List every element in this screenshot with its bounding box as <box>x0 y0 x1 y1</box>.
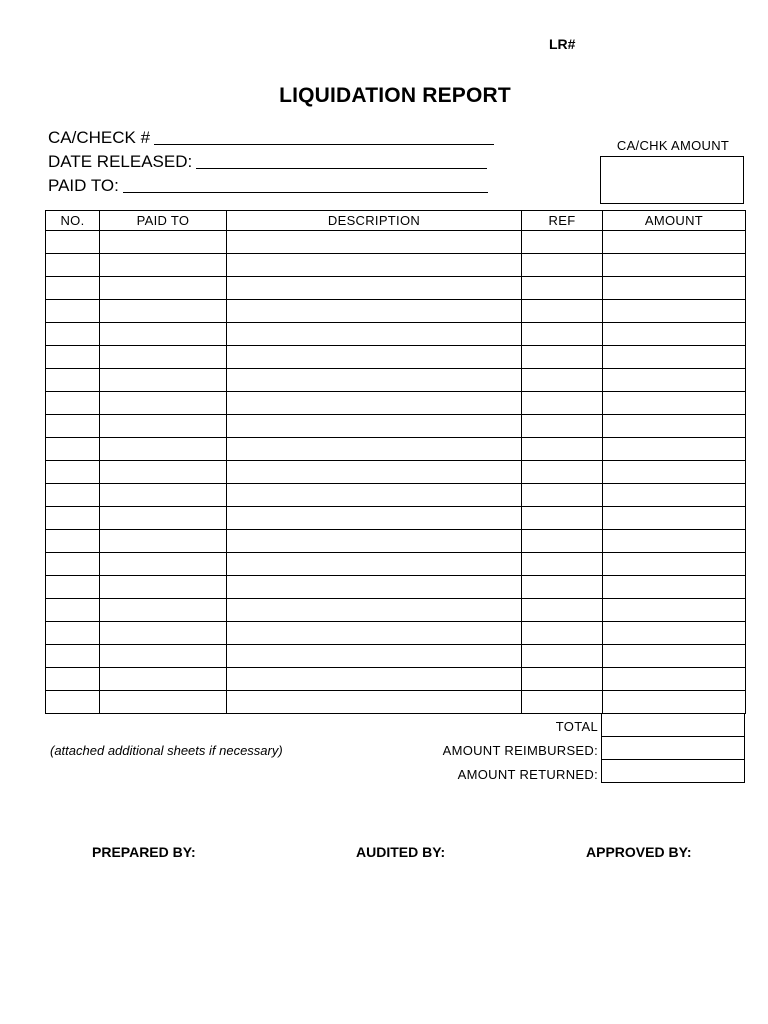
table-row <box>46 254 746 277</box>
cell-no[interactable] <box>46 231 100 254</box>
audited-by-label: AUDITED BY: <box>356 844 446 860</box>
cell-ref[interactable] <box>522 645 603 668</box>
total-cell[interactable] <box>602 714 745 737</box>
cell-paid-to[interactable] <box>100 438 227 461</box>
cell-amount[interactable] <box>603 254 746 277</box>
cell-amount[interactable] <box>603 507 746 530</box>
table-header-row <box>46 211 746 231</box>
cell-amount[interactable] <box>603 231 746 254</box>
cell-amount[interactable] <box>603 576 746 599</box>
ca-check-field[interactable] <box>48 128 494 148</box>
cell-paid-to[interactable] <box>100 277 227 300</box>
cell-ref[interactable] <box>522 553 603 576</box>
cell-paid-to[interactable] <box>100 461 227 484</box>
cell-amount[interactable] <box>603 645 746 668</box>
cell-paid-to[interactable] <box>100 691 227 714</box>
cell-ref[interactable] <box>522 576 603 599</box>
cell-amount[interactable] <box>603 392 746 415</box>
page-title: LIQUIDATION REPORT <box>279 84 511 107</box>
cell-paid-to[interactable] <box>100 300 227 323</box>
cell-no[interactable] <box>46 622 100 645</box>
cell-no[interactable] <box>46 691 100 714</box>
amount-returned-label: AMOUNT RETURNED: <box>457 767 598 782</box>
cell-description[interactable] <box>227 392 522 415</box>
cell-description[interactable] <box>227 507 522 530</box>
cell-no[interactable] <box>46 484 100 507</box>
cell-ref[interactable] <box>522 369 603 392</box>
cell-description[interactable] <box>227 231 522 254</box>
cell-no[interactable] <box>46 254 100 277</box>
table-row <box>46 346 746 369</box>
cell-no[interactable] <box>46 668 100 691</box>
table-row <box>46 300 746 323</box>
cell-amount[interactable] <box>603 599 746 622</box>
ca-chk-amount-box[interactable] <box>600 156 744 204</box>
table-row <box>46 438 746 461</box>
prepared-by-label: PREPARED BY: <box>92 844 196 860</box>
cell-no[interactable] <box>46 438 100 461</box>
cell-paid-to[interactable] <box>100 484 227 507</box>
lr-number-label: LR# <box>549 36 576 52</box>
cell-description[interactable] <box>227 254 522 277</box>
cell-paid-to[interactable] <box>100 530 227 553</box>
paid-to-label: PAID TO: <box>48 176 119 195</box>
date-released-label: DATE RELEASED: <box>48 152 193 171</box>
cell-no[interactable] <box>46 415 100 438</box>
cell-amount[interactable] <box>603 300 746 323</box>
cell-description[interactable] <box>227 530 522 553</box>
cell-ref[interactable] <box>522 599 603 622</box>
cell-ref[interactable] <box>522 415 603 438</box>
approved-by-label: APPROVED BY: <box>586 844 692 860</box>
cell-paid-to[interactable] <box>100 254 227 277</box>
total-label: TOTAL <box>555 719 598 734</box>
cell-amount[interactable] <box>603 530 746 553</box>
cell-amount[interactable] <box>603 369 746 392</box>
cell-paid-to[interactable] <box>100 645 227 668</box>
table-row <box>46 576 746 599</box>
cell-ref[interactable] <box>522 346 603 369</box>
table-row <box>46 622 746 645</box>
cell-paid-to[interactable] <box>100 415 227 438</box>
cell-ref[interactable] <box>522 438 603 461</box>
table-row <box>46 691 746 714</box>
cell-no[interactable] <box>46 369 100 392</box>
cell-no[interactable] <box>46 599 100 622</box>
amount-returned-cell[interactable] <box>602 760 745 783</box>
cell-description[interactable] <box>227 277 522 300</box>
table-row <box>46 668 746 691</box>
cell-paid-to[interactable] <box>100 622 227 645</box>
cell-description[interactable] <box>227 576 522 599</box>
table-row <box>46 507 746 530</box>
cell-amount[interactable] <box>603 277 746 300</box>
cell-description[interactable] <box>227 415 522 438</box>
column-header-ref: REF <box>522 211 603 231</box>
table-row <box>46 599 746 622</box>
cell-amount[interactable] <box>603 415 746 438</box>
cell-amount[interactable] <box>603 668 746 691</box>
cell-description[interactable] <box>227 668 522 691</box>
cell-description[interactable] <box>227 300 522 323</box>
amount-reimbursed-cell[interactable] <box>602 737 745 760</box>
cell-description[interactable] <box>227 484 522 507</box>
table-row <box>46 645 746 668</box>
cell-paid-to[interactable] <box>100 599 227 622</box>
cell-ref[interactable] <box>522 691 603 714</box>
cell-no[interactable] <box>46 323 100 346</box>
cell-no[interactable] <box>46 576 100 599</box>
column-header-amount: AMOUNT <box>603 211 746 231</box>
cell-ref[interactable] <box>522 507 603 530</box>
table-row <box>46 392 746 415</box>
cell-no[interactable] <box>46 553 100 576</box>
table-row <box>46 461 746 484</box>
cell-ref[interactable] <box>522 277 603 300</box>
column-header-paid-to: PAID TO <box>100 211 227 231</box>
totals-table <box>601 713 745 783</box>
cell-ref[interactable] <box>522 530 603 553</box>
table-row <box>46 484 746 507</box>
cell-amount[interactable] <box>603 484 746 507</box>
cell-paid-to[interactable] <box>100 231 227 254</box>
table-row <box>46 323 746 346</box>
cell-paid-to[interactable] <box>100 346 227 369</box>
cell-description[interactable] <box>227 346 522 369</box>
ca-check-label: CA/CHECK # <box>48 128 151 147</box>
cell-paid-to[interactable] <box>100 507 227 530</box>
cell-paid-to[interactable] <box>100 668 227 691</box>
ca-check-input-line[interactable] <box>154 143 494 145</box>
cell-no[interactable] <box>46 530 100 553</box>
cell-ref[interactable] <box>522 461 603 484</box>
cell-description[interactable] <box>227 645 522 668</box>
date-released-field[interactable] <box>48 152 487 172</box>
cell-description[interactable] <box>227 461 522 484</box>
cell-description[interactable] <box>227 599 522 622</box>
table-row <box>46 369 746 392</box>
cell-amount[interactable] <box>603 438 746 461</box>
amount-reimbursed-label: AMOUNT REIMBURSED: <box>442 743 598 758</box>
cell-description[interactable] <box>227 323 522 346</box>
cell-no[interactable] <box>46 392 100 415</box>
cell-paid-to[interactable] <box>100 576 227 599</box>
cell-paid-to[interactable] <box>100 369 227 392</box>
table-row <box>46 530 746 553</box>
date-released-input-line[interactable] <box>196 167 487 169</box>
paid-to-input-line[interactable] <box>123 191 488 193</box>
cell-no[interactable] <box>46 507 100 530</box>
cell-amount[interactable] <box>603 622 746 645</box>
cell-ref[interactable] <box>522 231 603 254</box>
paid-to-field[interactable] <box>48 176 488 196</box>
cell-no[interactable] <box>46 300 100 323</box>
cell-no[interactable] <box>46 277 100 300</box>
ca-chk-amount-label: CA/CHK AMOUNT <box>616 138 730 153</box>
cell-description[interactable] <box>227 553 522 576</box>
cell-amount[interactable] <box>603 323 746 346</box>
cell-no[interactable] <box>46 645 100 668</box>
cell-ref[interactable] <box>522 668 603 691</box>
additional-sheets-note: (attached additional sheets if necessary) <box>50 743 283 758</box>
cell-amount[interactable] <box>603 691 746 714</box>
cell-amount[interactable] <box>603 346 746 369</box>
cell-no[interactable] <box>46 461 100 484</box>
cell-ref[interactable] <box>522 300 603 323</box>
cell-paid-to[interactable] <box>100 553 227 576</box>
table-row <box>46 231 746 254</box>
cell-description[interactable] <box>227 438 522 461</box>
cell-no[interactable] <box>46 346 100 369</box>
cell-ref[interactable] <box>522 323 603 346</box>
cell-ref[interactable] <box>522 622 603 645</box>
cell-paid-to[interactable] <box>100 392 227 415</box>
table-row <box>46 415 746 438</box>
cell-ref[interactable] <box>522 484 603 507</box>
column-header-description: DESCRIPTION <box>227 211 522 231</box>
table-row <box>46 277 746 300</box>
table-row <box>46 553 746 576</box>
liquidation-table <box>45 210 746 714</box>
cell-description[interactable] <box>227 622 522 645</box>
cell-description[interactable] <box>227 691 522 714</box>
column-header-no: NO. <box>46 211 100 231</box>
cell-paid-to[interactable] <box>100 323 227 346</box>
cell-description[interactable] <box>227 369 522 392</box>
cell-amount[interactable] <box>603 553 746 576</box>
cell-ref[interactable] <box>522 254 603 277</box>
cell-ref[interactable] <box>522 392 603 415</box>
cell-amount[interactable] <box>603 461 746 484</box>
